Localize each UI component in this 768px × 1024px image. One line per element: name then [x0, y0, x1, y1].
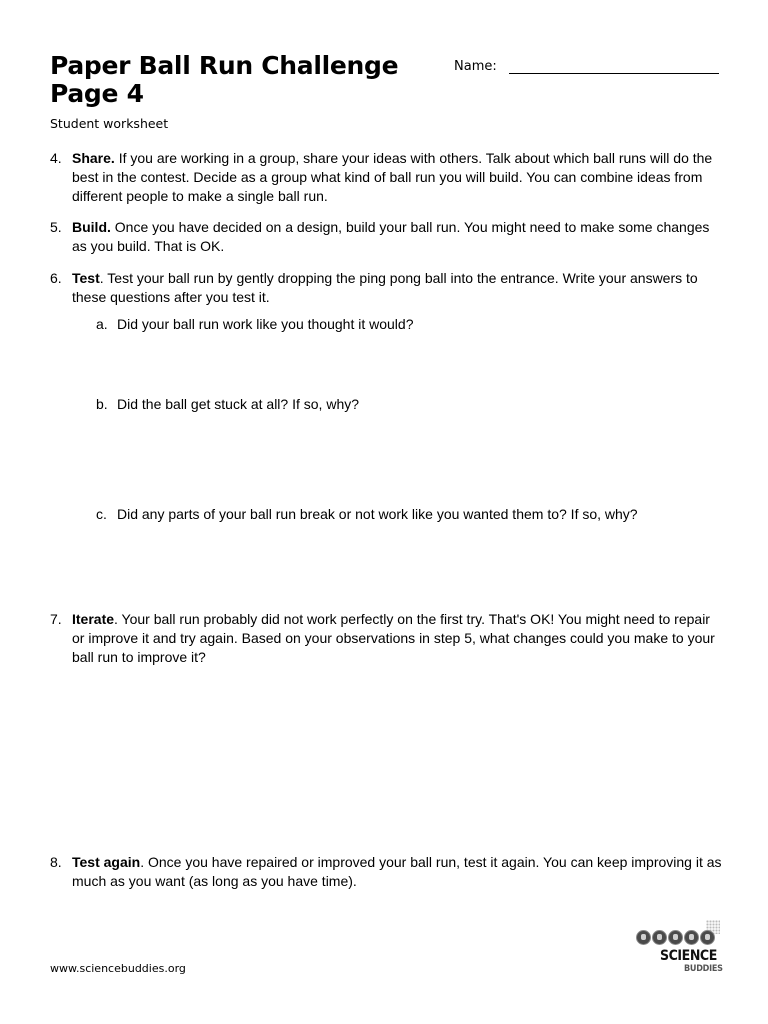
step-body: [72, 269, 722, 307]
question-6a: [96, 315, 414, 334]
step-term: Test again: [72, 854, 141, 870]
step-term: Test: [72, 270, 100, 286]
footer-url: www.sciencebuddies.org: [50, 962, 186, 975]
dna-icon: [668, 930, 683, 945]
question-text: Did your ball run work like you thought it would?: [117, 316, 414, 332]
science-buddies-logo: [632, 918, 728, 980]
question-6b: [96, 395, 359, 414]
name-field: [454, 59, 719, 74]
step-text: . Once you have repaired or improved your ball run, test it again. You can keep improving it as much as you want (as long as you have time).: [72, 854, 722, 889]
name-label: Name:: [454, 59, 497, 74]
step-number: 5.: [50, 219, 62, 235]
step-text: Once you have decided on a design, build your ball run. You might need to make some changes as you build. That is OK.: [72, 219, 710, 254]
question-text: Did any parts of your ball run break or not work like you wanted them to? If so, why?: [117, 506, 638, 522]
step-6-test: [50, 269, 722, 307]
step-7-iterate: [50, 610, 722, 667]
title-line-1: Paper Ball Run Challenge: [50, 51, 399, 80]
step-body: [72, 218, 722, 256]
step-8-test-again: [50, 853, 722, 891]
step-text: If you are working in a group, share your ideas with others. Talk about which ball runs will do the best in the contest. Decide as a group what kind of ball run you will build. You can combine ideas from different people to make a single ball run.: [72, 150, 713, 204]
step-term: Iterate: [72, 611, 115, 627]
step-term: Build.: [72, 219, 111, 235]
step-text: . Test your ball run by gently dropping the ping pong ball into the entrance. Write your answers to these questions after you test it.: [72, 270, 698, 305]
atom-icon: [652, 930, 667, 945]
logo-icon-row: [636, 930, 715, 945]
step-text: . Your ball run probably did not work perfectly on the first try. That's OK! You might need to repair or improve it and try again. Based on your observations in step 5, what changes could you make to your ball run to improve it?: [72, 611, 715, 665]
step-number: 7.: [50, 611, 62, 627]
step-term: Share.: [72, 150, 115, 166]
step-number: 4.: [50, 150, 62, 166]
step-number: 6.: [50, 270, 62, 286]
step-body: [72, 149, 722, 206]
name-blank-line[interactable]: [509, 61, 719, 74]
title-line-2: Page 4: [50, 79, 144, 108]
worksheet-title: [50, 52, 398, 108]
step-body: [72, 853, 722, 891]
beaker-icon: [700, 930, 715, 945]
question-6c: [96, 505, 638, 524]
step-number: 8.: [50, 854, 62, 870]
step-body: [72, 610, 722, 667]
step-5-build: [50, 218, 722, 256]
question-letter: b.: [96, 396, 108, 412]
question-letter: c.: [96, 506, 107, 522]
question-text: Did the ball get stuck at all? If so, why?: [117, 396, 360, 412]
planet-icon: [636, 930, 651, 945]
step-4-share: [50, 149, 722, 206]
logo-wordmark-buddies: BUDDIES: [684, 964, 723, 974]
logo-wordmark-science: SCIENCE: [660, 948, 717, 964]
worksheet-subtitle: Student worksheet: [50, 116, 169, 131]
question-letter: a.: [96, 316, 108, 332]
flask-icon: [684, 930, 699, 945]
